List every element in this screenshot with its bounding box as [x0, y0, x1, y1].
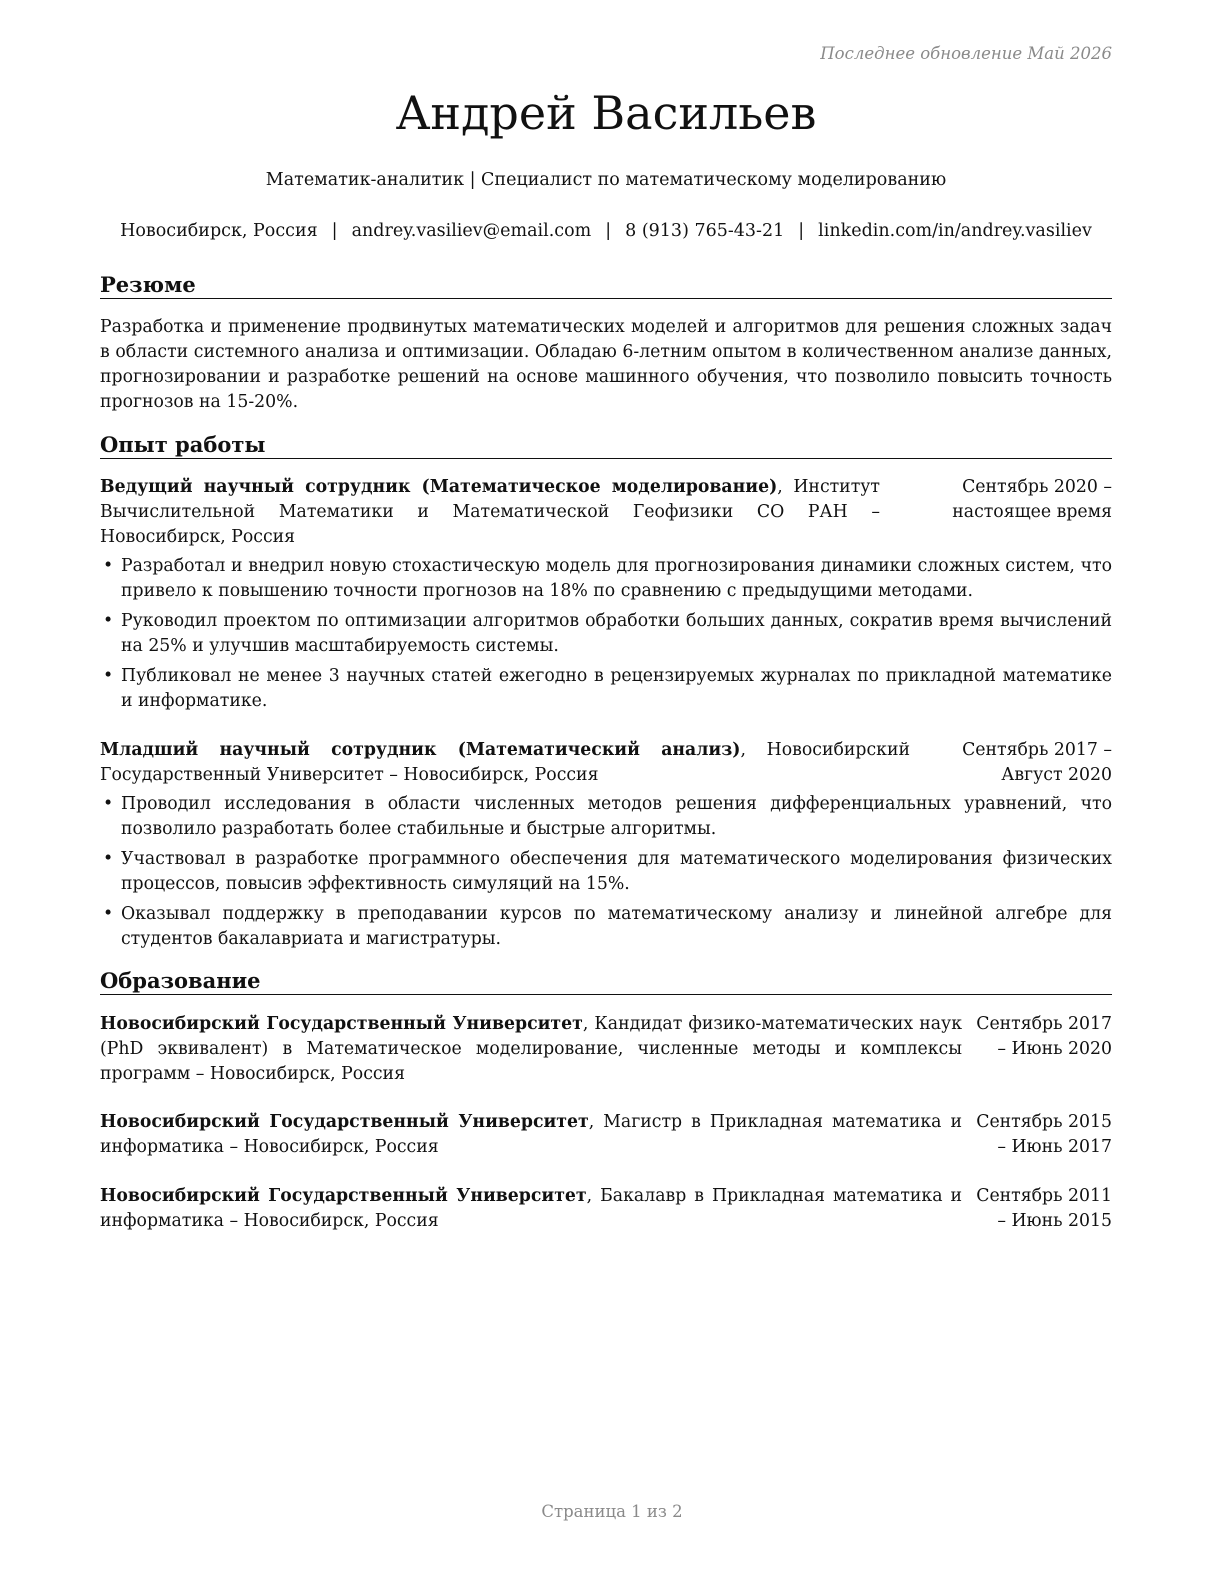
bullet-icon: •	[103, 904, 114, 924]
candidate-headline: Математик-аналитик | Специалист по математическому моделированию	[265, 170, 947, 190]
summary-text: Разработка и применение продвинутых математических моделей и алгоритмов для решения сложных задач в области системного анализа и оптимизации. Обладаю 6-летним опытом в количественном анализе данных, прогнозировании и разработке решений на основе машинного обучения, что позволило повысить точность прогнозов на 15-20%.	[100, 317, 1112, 412]
job-position: Ведущий научный сотрудник (Математическое моделирование)	[100, 477, 778, 497]
job-header	[100, 475, 1112, 550]
contact-separator: |	[605, 221, 612, 241]
education-school: Новосибирский Государственный Университет	[100, 1112, 589, 1132]
last-updated-note: Последнее обновление Май 2026	[820, 44, 1112, 63]
job-bullets	[100, 792, 1112, 952]
contact-line	[100, 219, 1112, 243]
job-bullets	[100, 554, 1112, 714]
job-position: Младший научный сотрудник (Математический анализ)	[100, 740, 741, 760]
education-entry	[100, 1012, 1112, 1087]
job-bullet: • Публиковал не менее 3 научных статей ежегодно в рецензируемых журналах по прикладной математике и информатике.	[103, 666, 1112, 711]
bullet-icon: •	[103, 556, 114, 576]
education-school: Новосибирский Государственный Университет	[100, 1186, 587, 1206]
job-bullet: • Руководил проектом по оптимизации алгоритмов обработки больших данных, сократив время вычислений на 25% и улучшив масштабируемость системы.	[103, 611, 1112, 656]
education-dates: Сентябрь 2017 – Июнь 2020	[976, 1014, 1112, 1059]
contact-email[interactable]: andrey.vasiliev@email.com	[351, 221, 592, 241]
contact-location: Новосибирск, Россия	[120, 221, 318, 241]
section-title-experience: Опыт работы	[100, 432, 1112, 459]
contact-linkedin[interactable]: linkedin.com/in/andrey.vasiliev	[818, 221, 1092, 241]
contact-phone: 8 (913) 765-43-21	[625, 221, 785, 241]
job-header	[100, 738, 1112, 788]
education-description	[100, 1184, 962, 1234]
education-school: Новосибирский Государственный Университет	[100, 1014, 583, 1034]
bullet-icon: •	[103, 611, 114, 631]
education-details: , Магистр в Прикладная математика и информатика – Новосибирск, Россия	[100, 1112, 962, 1157]
job-entry	[100, 475, 1112, 719]
bullet-icon: •	[103, 849, 114, 869]
job-bullet: • Проводил исследования в области численных методов решения дифференциальных уравнений, что позволило разработать более стабильные и быстрые алгоритмы.	[103, 794, 1112, 839]
bullet-icon: •	[103, 794, 114, 814]
education-entry	[100, 1110, 1112, 1160]
contact-separator: |	[331, 221, 338, 241]
education-details: , Бакалавр в Прикладная математика и информатика – Новосибирск, Россия	[100, 1186, 962, 1231]
page-number: Страница 1 из 2	[541, 1502, 683, 1521]
job-description	[100, 738, 910, 788]
education-header	[100, 1184, 1112, 1234]
education-dates: Сентябрь 2015 – Июнь 2017	[976, 1112, 1112, 1157]
job-bullet: • Оказывал поддержку в преподавании курсов по математическому анализу и линейной алгебре для студентов бакалавриата и магистратуры.	[103, 904, 1112, 949]
job-description	[100, 475, 880, 550]
job-details: , Новосибирский Государственный Университет – Новосибирск, Россия	[100, 740, 910, 785]
job-bullet: • Участвовал в разработке программного обеспечения для математического моделирования физических процессов, повысив эффективность симуляций на 15%.	[103, 849, 1112, 894]
section-title-summary: Резюме	[100, 272, 1112, 299]
education-dates: Сентябрь 2011 – Июнь 2015	[976, 1186, 1112, 1231]
section-title-education: Образование	[100, 968, 1112, 995]
bullet-icon: •	[103, 666, 114, 686]
job-dates: Сентябрь 2017 – Август 2020	[962, 740, 1112, 785]
education-header	[100, 1012, 1112, 1087]
education-header	[100, 1110, 1112, 1160]
education-details: , Кандидат физико-математических наук (PhD эквивалент) в Математическое моделирование, численные методы и комплексы программ – Новосибирск, Россия	[100, 1014, 962, 1084]
job-dates: Сентябрь 2020 – настоящее время	[952, 477, 1112, 522]
job-bullet: • Разработал и внедрил новую стохастическую модель для прогнозирования динамики сложных систем, что привело к повышению точности прогнозов на 18% по сравнению с предыдущими методами.	[103, 556, 1112, 601]
education-description	[100, 1110, 962, 1160]
job-details: , Институт Вычислительной Математики и Математической Геофизики СО РАН – Новосибирск, Россия	[100, 477, 880, 547]
contact-separator: |	[798, 221, 805, 241]
education-description	[100, 1012, 962, 1087]
education-entry	[100, 1184, 1112, 1234]
candidate-name: Андрей Васильев	[395, 86, 817, 140]
job-entry	[100, 738, 1112, 957]
